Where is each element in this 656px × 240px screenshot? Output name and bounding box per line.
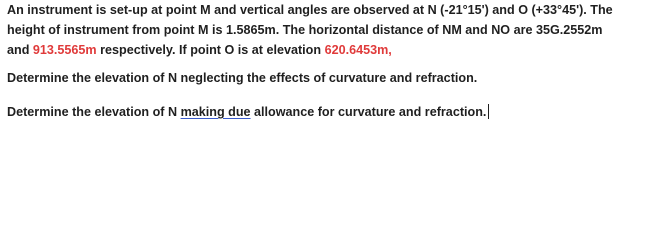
problem-line-2-text: height of instrument from point M is 1.5865m. The horizontal distance of NM and NO are 35G.2552m (7, 23, 603, 37)
problem-line-1 (7, 0, 652, 20)
document-body[interactable] (7, 0, 652, 122)
question-2-text-a: Determine the elevation of N (7, 105, 181, 119)
problem-statement (7, 0, 652, 60)
problem-line-2 (7, 20, 652, 40)
distance-no-value: 913.5565m (32, 43, 97, 57)
question-1-text: Determine the elevation of N neglecting the effects of curvature and refraction. (7, 71, 478, 85)
problem-line-3 (7, 40, 652, 60)
problem-line-3-text-a: and (7, 43, 33, 57)
elevation-o-value: 620.6453m, (324, 43, 392, 57)
problem-line-1-text: An instrument is set-up at point M and vertical angles are observed at N (-21°15') and O (+33°45'). The (7, 3, 613, 17)
question-1 (7, 60, 652, 88)
question-2-text-b: allowance for curvature and refraction. (250, 105, 487, 119)
problem-line-3-text-b: respectively. If point O is at elevation (96, 43, 325, 57)
spellcheck-flagged-phrase[interactable]: making due (180, 105, 251, 119)
question-2 (7, 88, 652, 122)
text-cursor (488, 104, 489, 119)
